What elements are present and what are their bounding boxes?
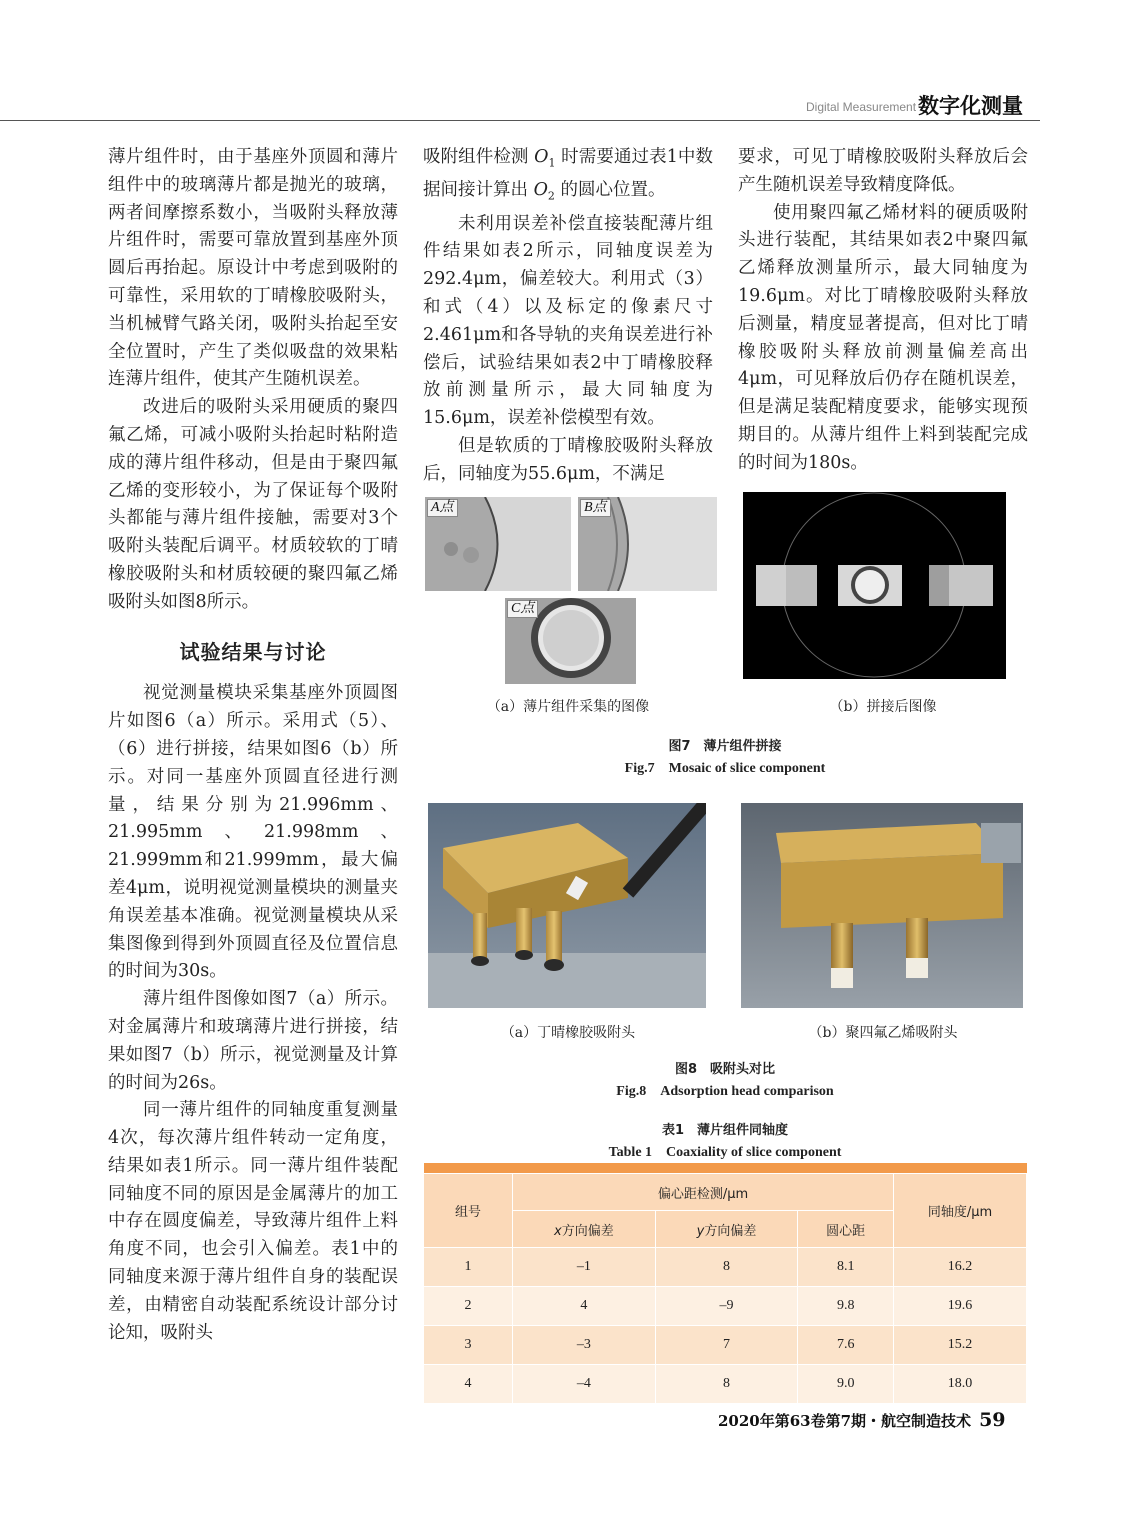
header-center-distance: 圆心距 xyxy=(798,1211,894,1248)
journal-info: 2020年第63卷第7期・航空制造技术 xyxy=(718,1412,972,1430)
figure-7a-point-c xyxy=(505,598,636,684)
paragraph: 但是软质的丁晴橡胶吸附头释放后，同轴度为55.6μm，不满足 xyxy=(423,435,713,484)
stitched-image xyxy=(743,492,1006,679)
point-c-label: C点 xyxy=(507,600,538,618)
table-row xyxy=(424,1248,1027,1287)
figure-7a-caption: （a）薄片组件采集的图像 xyxy=(486,699,650,715)
column-3 xyxy=(738,144,1028,478)
section-title: 试验结果与讨论 xyxy=(179,639,327,664)
table-cell: 3 xyxy=(424,1326,513,1365)
page-number: 59 xyxy=(979,1409,1006,1431)
math-sub: 1 xyxy=(548,156,556,170)
table-row xyxy=(424,1287,1027,1326)
header-text: 方向偏差 xyxy=(561,1223,614,1239)
figure-7a-point-b xyxy=(578,497,717,591)
table-cell: –3 xyxy=(513,1326,656,1365)
table-cell: 4 xyxy=(424,1365,513,1404)
column-1 xyxy=(108,144,398,1347)
table-cell: 7 xyxy=(655,1326,798,1365)
table-cell: 2 xyxy=(424,1287,513,1326)
math-var: x xyxy=(553,1223,562,1239)
table-1 xyxy=(423,1163,1027,1404)
paragraph: 使用聚四氟乙烯材料的硬质吸附头进行装配，其结果如表2中聚四氟乙烯释放测量所示，最大同轴度为19.6μm。对比丁晴橡胶吸附头释放后测量，精度显著提高，但对比丁晴橡胶吸附头释放前测量偏差高出4μm，可见释放后仍存在随机误差，但是满足装配精度要求，能够实现预期目的。从薄片组件上料到装配完成的时间为180s。 xyxy=(738,202,1028,473)
table-cell: –1 xyxy=(513,1248,656,1287)
table-cell: 4 xyxy=(513,1287,656,1326)
figure-7b-stitched xyxy=(743,492,1006,679)
ptfe-head-photo xyxy=(741,803,1023,1008)
point-b-label: B点 xyxy=(580,499,611,517)
paragraph: 薄片组件图像如图7（a）所示。对金属薄片和玻璃薄片进行拼接，结果如图7（b）所示，视觉测量及计算的时间为26s。 xyxy=(108,989,398,1093)
table-cell: –4 xyxy=(513,1365,656,1404)
figure-7-title-cn: 图7 薄片组件拼接 xyxy=(668,739,782,754)
table-cell: 16.2 xyxy=(894,1248,1027,1287)
table-1-title-cn: 表1 薄片组件同轴度 xyxy=(661,1123,789,1138)
table-row xyxy=(424,1326,1027,1365)
math-sub: 2 xyxy=(547,189,555,203)
table-row xyxy=(424,1365,1027,1404)
header-eccentricity: 偏心距检测/μm xyxy=(513,1174,894,1211)
page-footer xyxy=(718,1409,1006,1431)
header-group: 组号 xyxy=(424,1174,513,1248)
text-run: 的圆心位置。 xyxy=(554,180,666,201)
header-coaxiality: 同轴度/μm xyxy=(894,1174,1027,1248)
text-run: 吸附组件检测 xyxy=(423,147,535,167)
figure-8-title-cn: 图8 吸附头对比 xyxy=(674,1062,776,1077)
table-cell: 8 xyxy=(655,1365,798,1404)
math-var: O xyxy=(534,147,549,167)
paragraph: 视觉测量模块采集基座外顶圆图片如图6（a）所示。采用式（5）、（6）进行拼接，结果如图6（b）所示。对同一基座外顶圆直径进行测量，结果分别为21.996mm、21.995mm、21.998mm、21.999mm和21.999mm，最大偏差4μm，说明视觉测量模块的测量夹角误差基本准确。视觉测量模块从采集图像到得到外顶圆直径及位置信息的时间为30s。 xyxy=(108,683,398,982)
nitrile-head-photo xyxy=(428,803,706,1008)
paragraph: 薄片组件时，由于基座外顶圆和薄片组件中的玻璃薄片都是抛光的玻璃，两者间摩擦系数小，当吸附头释放薄片组件时，需要可靠放置到基座外顶圆后再抬起。原设计中考虑到吸附的可靠性，采用软的丁晴橡胶吸附头，当机械臂气路关闭，吸附头抬起至安全位置时，产生了类似吸盘的效果粘连薄片组件，使其产生随机误差。 xyxy=(108,147,398,390)
table-cell: 1 xyxy=(424,1248,513,1287)
figure-8b-photo xyxy=(741,803,1023,1008)
header-x-deviation xyxy=(513,1211,656,1248)
paragraph: 未利用误差补偿直接装配薄片组件结果如表2所示，同轴度误差为292.4μm，偏差较大。利用式（3）和式（4）以及标定的像素尺寸2.461μm和各导轨的夹角误差进行补偿后，试验结果如表2中丁晴橡胶释放前测量所示，最大同轴度为15.6μm，误差补偿模型有效。 xyxy=(423,213,713,429)
paragraph: 改进后的吸附头采用硬质的聚四氟乙烯，可减小吸附头抬起时粘附造成的薄片组件移动，但是由于聚四氟乙烯的变形较小，为了保证每个吸附头都能与薄片组件接触，需要对3个吸附头装配后调平。材质较软的丁晴橡胶吸附头和材质较硬的聚四氟乙烯吸附头如图8所示。 xyxy=(108,397,398,612)
paragraph xyxy=(423,144,713,211)
table-cell: 9.0 xyxy=(798,1365,894,1404)
header-y-deviation xyxy=(655,1211,798,1248)
table-cell: 9.8 xyxy=(798,1287,894,1326)
figure-7a-point-a xyxy=(425,497,571,591)
table-cell: 8 xyxy=(655,1248,798,1287)
math-var: O xyxy=(533,180,548,201)
figure-8a-photo xyxy=(428,803,706,1008)
figure-8-title-en: Fig.8 Adsorption head comparison xyxy=(616,1084,834,1099)
column-2 xyxy=(423,144,713,489)
table-cell: 15.2 xyxy=(894,1326,1027,1365)
header-text: 方向偏差 xyxy=(704,1223,757,1239)
point-a-label: A点 xyxy=(427,499,458,517)
figure-8a-caption: （a）丁晴橡胶吸附头 xyxy=(500,1025,636,1041)
table-1-title-en: Table 1 Coaxiality of slice component xyxy=(608,1145,842,1160)
paragraph: 要求，可见丁晴橡胶吸附头释放后会产生随机误差导致精度降低。 xyxy=(738,147,1028,195)
figure-8b-caption: （b）聚四氟乙烯吸附头 xyxy=(808,1025,958,1041)
header-rule xyxy=(0,120,1040,121)
figure-7b-caption: （b）拼接后图像 xyxy=(829,699,937,715)
table-cell: 7.6 xyxy=(798,1326,894,1365)
figure-7-title-en: Fig.7 Mosaic of slice component xyxy=(624,761,826,776)
table-cell: 8.1 xyxy=(798,1248,894,1287)
table-cell: –9 xyxy=(655,1287,798,1326)
header-english: Digital Measurement xyxy=(806,100,917,114)
paragraph: 同一薄片组件的同轴度重复测量4次，每次薄片组件转动一定角度，结果如表1所示。同一薄片组件装配同轴度不同的原因是金属薄片的加工中存在圆度偏差，导致薄片组件上料角度不同，也会引入偏差。表1中的同轴度来源于薄片组件自身的装配误差，由精密自动装配系统设计部分讨论知，吸附头 xyxy=(108,1100,398,1343)
text-run: 时需要通过表1中数据间接计算出 xyxy=(423,147,714,201)
table-cell: 19.6 xyxy=(894,1287,1027,1326)
table-cell: 18.0 xyxy=(894,1365,1027,1404)
header-chinese: 数字化测量 xyxy=(918,94,1023,118)
math-var: y xyxy=(696,1223,705,1239)
